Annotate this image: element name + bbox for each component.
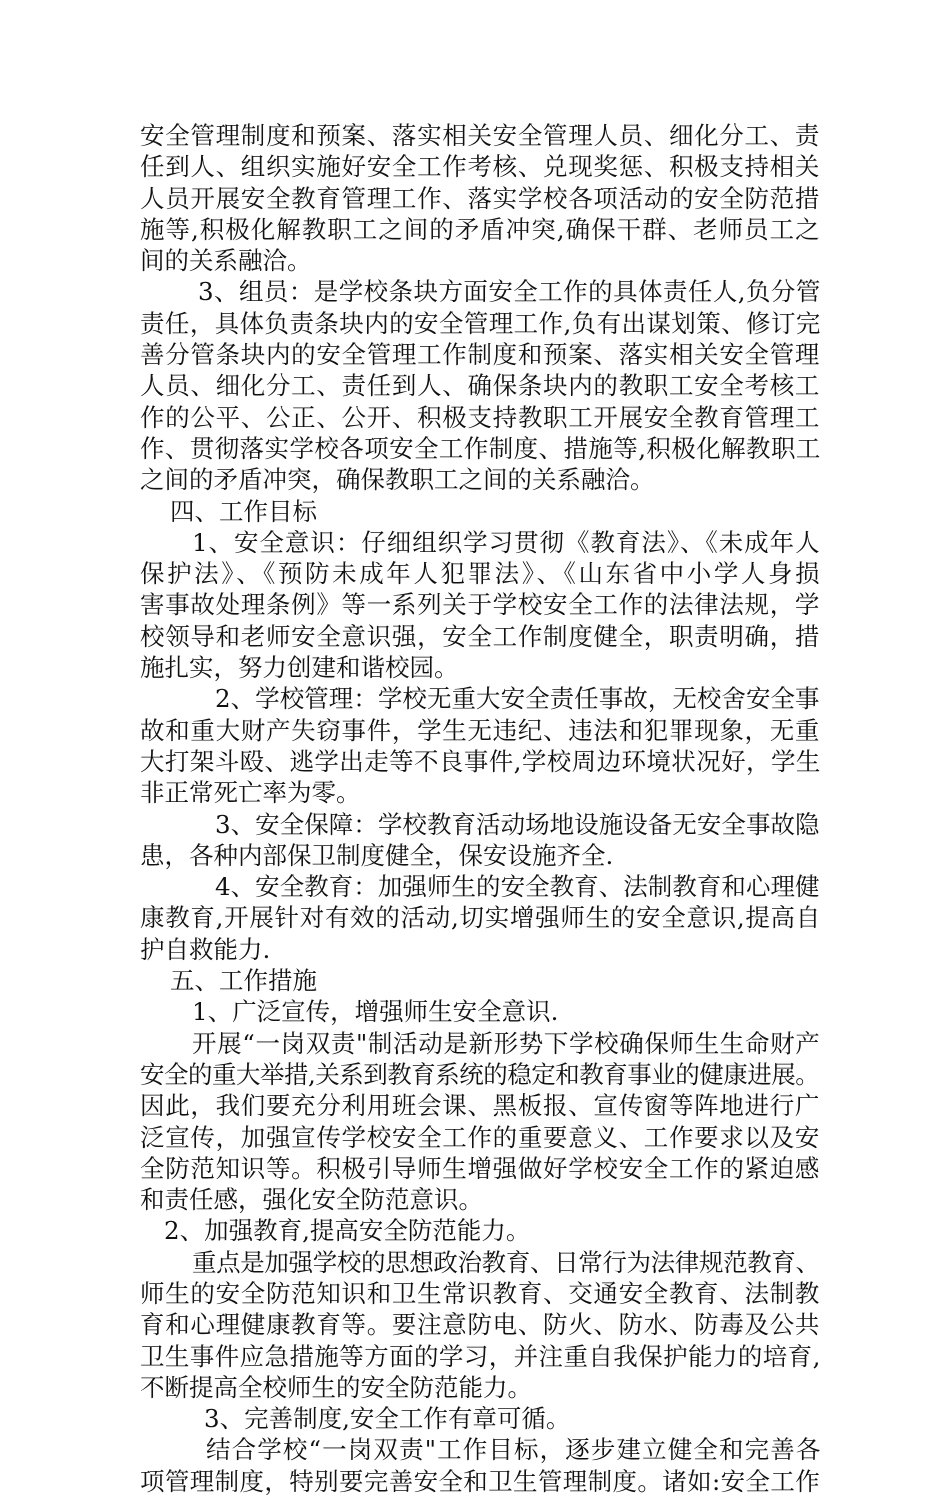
text-line: 作的公平、公正、公开、积极支持教职工开展安全教育管理工 (140, 402, 821, 432)
text-line: 开展“一岗双责"制活动是新形势下学校确保师生生命财产 (192, 1028, 821, 1058)
text-line: 人员、细化分工、责任到人、确保条块内的教职工安全考核工 (140, 371, 821, 401)
text-line: 育和心理健康教育等。要注意防电、防火、防水、防毒及公共 (140, 1310, 821, 1340)
text-line: 2、加强教育,提高安全防范能力。 (164, 1216, 531, 1246)
text-line: 师生的安全防范知识和卫生常识教育、交通安全教育、法制教 (140, 1278, 821, 1308)
text-line: 校领导和老师安全意识强，安全工作制度健全，职责明确，措 (140, 621, 821, 651)
text-line: 人员开展安全教育管理工作、落实学校各项活动的安全防范措 (140, 183, 821, 213)
text-line: 3、安全保障：学校教育活动场地设施设备无安全事故隐 (215, 809, 820, 839)
text-line: 3、完善制度,安全工作有章可循。 (204, 1404, 571, 1434)
text-line: 护自救能力. (140, 934, 271, 964)
text-line: 故和重大财产失窃事件，学生无违纪、违法和犯罪现象，无重 (140, 715, 821, 745)
text-line: 安全管理制度和预案、落实相关安全管理人员、细化分工、责 (140, 121, 821, 150)
text-line: 间的关系融洽。 (140, 246, 312, 276)
text-line: 重点是加强学校的思想政治教育、日常行为法律规范教育、 (192, 1247, 820, 1277)
document-body (140, 120, 823, 1497)
text-line: 卫生事件应急措施等方面的学习，并注重自我保护能力的培育, (140, 1341, 821, 1371)
text-line: 因此，我们要充分利用班会课、黑板报、宣传窗等阵地进行广 (140, 1091, 821, 1121)
text-line: 泛宣传，加强宣传学校安全工作的重要意义、工作要求以及安 (140, 1122, 821, 1152)
text-line: 作、贯彻落实学校各项安全工作制度、措施等,积极化解教职工 (140, 433, 821, 463)
text-line: 项管理制度，特别要完善安全和卫生管理制度。诸如:安全工作 (140, 1466, 821, 1496)
text-line: 非正常死亡率为零。 (140, 778, 361, 808)
text-line: 全防范知识等。积极引导师生增强做好学校安全工作的紧迫感 (140, 1153, 821, 1183)
text-line: 施扎实，努力创建和谐校园。 (140, 653, 459, 683)
text-line: 善分管条块内的安全管理工作制度和预案、落实相关安全管理 (140, 340, 821, 370)
text-line: 大打架斗殴、逃学出走等不良事件,学校周边环境状况好，学生 (140, 746, 821, 776)
text-line: 康教育,开展针对有效的活动,切实增强师生的安全意识,提高自 (140, 903, 821, 933)
text-line: 施等,积极化解教职工之间的矛盾冲突,确保干群、老师员工之 (140, 214, 821, 244)
text-line: 患，各种内部保卫制度健全，保安设施齐全. (140, 840, 614, 870)
text-line: 结合学校“一岗双责"工作目标，逐步建立健全和完善各 (206, 1435, 822, 1465)
text-line: 4、安全教育：加强师生的安全教育、法制教育和心理健 (215, 872, 820, 902)
text-line: 1、广泛宣传，增强师生安全意识. (192, 997, 559, 1027)
text-line: 1、安全意识：仔细组织学习贯彻《教育法》、《未成年人 (192, 527, 821, 557)
text-line: 2、学校管理：学校无重大安全责任事故，无校舍安全事 (215, 684, 820, 714)
text-line: 四、工作目标 (170, 496, 317, 526)
text-line: 五、工作措施 (170, 966, 317, 996)
text-line: 和责任感，强化安全防范意识。 (140, 1185, 483, 1215)
text-line: 不断提高全校师生的安全防范能力。 (140, 1372, 532, 1402)
text-line: 任到人、组织实施好安全工作考核、兑现奖惩、积极支持相关 (140, 152, 821, 182)
text-line: 之间的矛盾冲突，确保教职工之间的关系融洽。 (140, 465, 655, 495)
text-line: 3、组员：是学校条块方面安全工作的具体责任人,负分管 (198, 277, 821, 307)
text-line: 责任，具体负责条块内的安全管理工作,负有出谋划策、修订完 (140, 308, 821, 338)
text-line: 害事故处理条例》等一系列关于学校安全工作的法律法规，学 (140, 590, 821, 620)
text-line: 安全的重大举措,关系到教育系统的稳定和教育事业的健康进展。 (140, 1059, 820, 1089)
text-line: 保护法》、《预防未成年人犯罪法》、《山东省中小学人身损 (140, 559, 823, 589)
